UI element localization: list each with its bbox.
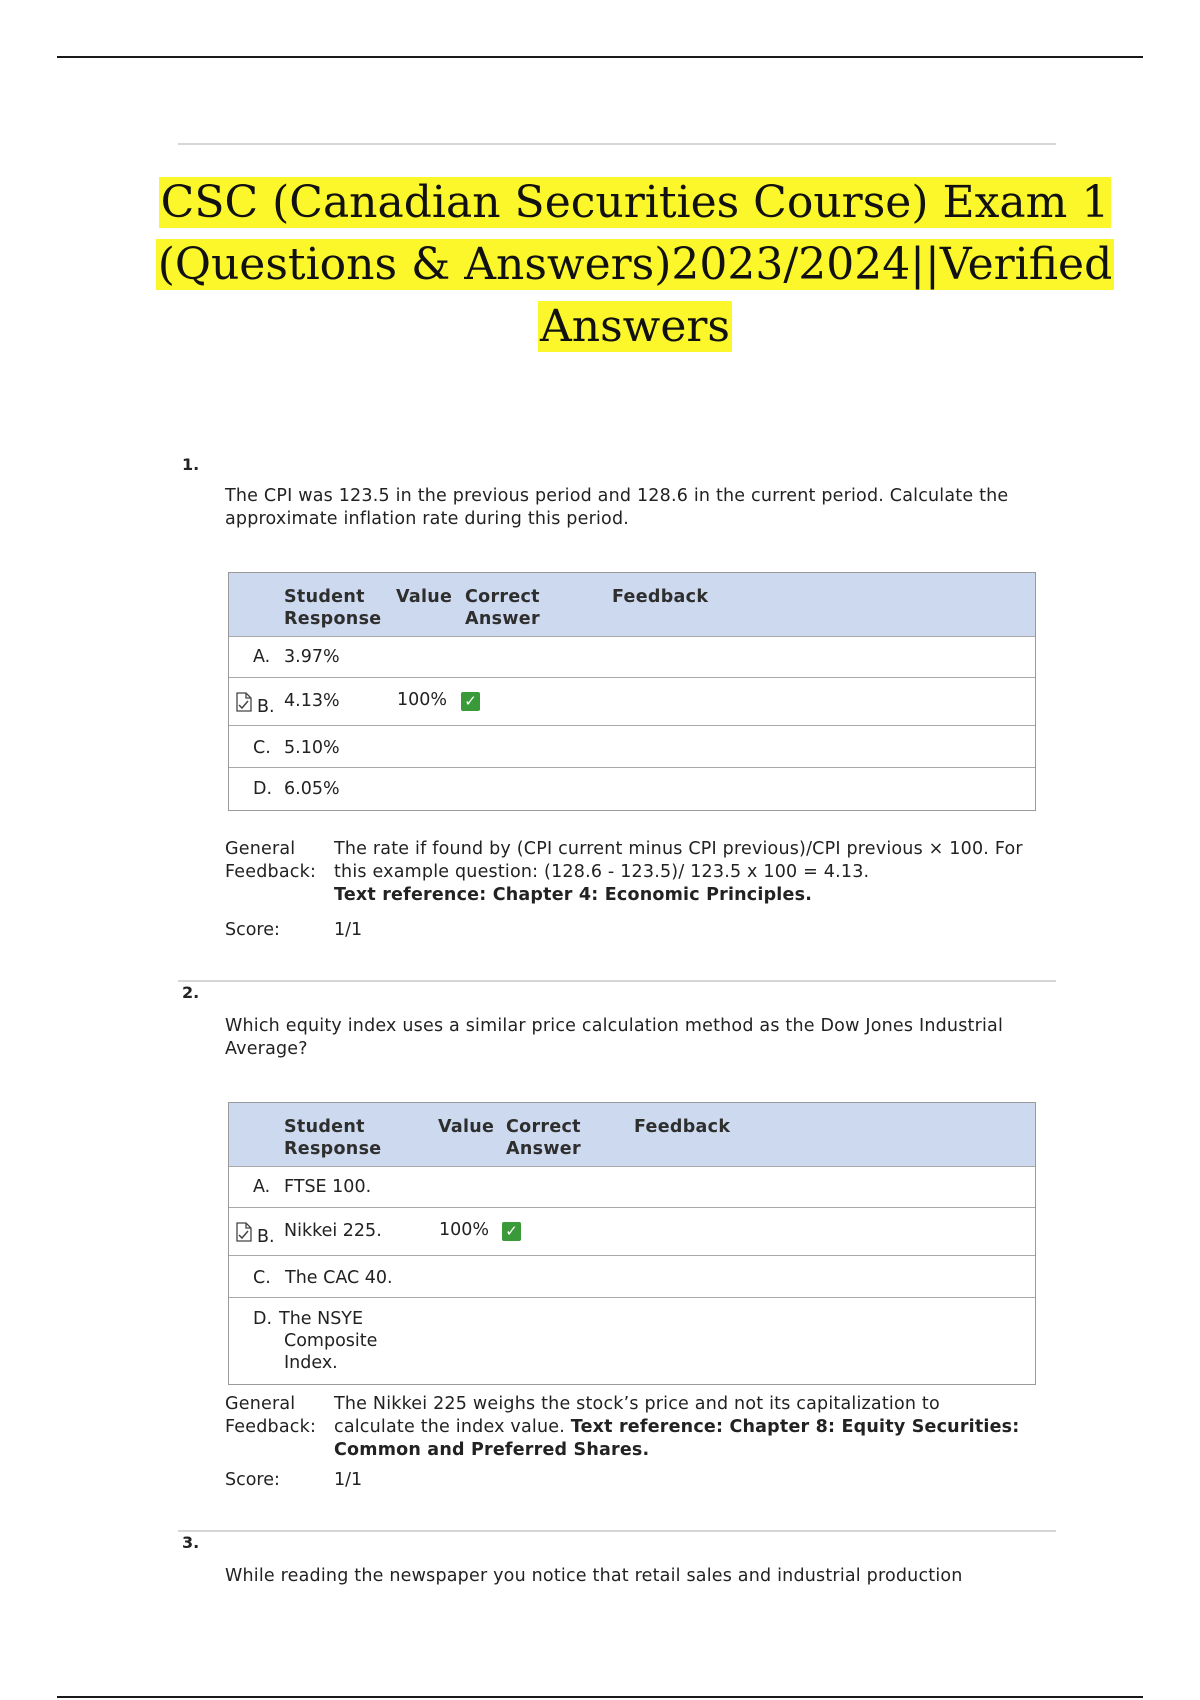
table-row [229, 725, 1035, 767]
header-feedback: Feedback [612, 587, 709, 607]
option-letter: C. [253, 738, 271, 758]
option-response: Nikkei 225. [284, 1221, 382, 1241]
document-title [150, 172, 1120, 358]
table-row [229, 1166, 1035, 1207]
option-letter: B. [257, 697, 275, 717]
score [225, 1470, 363, 1490]
question-number: 1. [182, 455, 200, 474]
correct-check-icon: ✓ [502, 1222, 521, 1241]
table-row [229, 1297, 1035, 1382]
table-row [229, 677, 1035, 725]
question-number: 3. [182, 1533, 200, 1552]
option-response: The CAC 40. [285, 1268, 393, 1288]
correct-check-icon: ✓ [461, 692, 480, 711]
option-value: 100% [439, 1220, 490, 1240]
option-response: 4.13% [284, 691, 340, 711]
header-student-response: Student Response [284, 1117, 382, 1159]
table-row [229, 636, 1035, 677]
score-label: Score: [225, 920, 280, 940]
table-row [229, 1255, 1035, 1297]
option-letter: D. [253, 779, 273, 799]
option-letter: C. [253, 1268, 271, 1288]
header-feedback: Feedback [634, 1117, 731, 1137]
table-header [229, 573, 1035, 636]
option-response: The NSYE Composite Index. [279, 1309, 378, 1373]
question-separator [178, 1530, 1056, 1532]
option-letter: D. [253, 1309, 273, 1329]
option-response: 3.97% [284, 647, 340, 667]
general-feedback-label: General Feedback: [225, 839, 317, 882]
page-top-rule [57, 56, 1143, 58]
title-line-2: (Questions & Answers)2023/2024||Verified [157, 239, 1113, 290]
score-label: Score: [225, 1470, 280, 1490]
page-bottom-rule [57, 1696, 1143, 1698]
question-text: The CPI was 123.5 in the previous period and 128.6 in the current period. Calculate the approximate inflation rate during this period. [225, 486, 1009, 529]
selected-response-icon [236, 692, 252, 712]
table-header [229, 1103, 1035, 1166]
option-letter: A. [253, 647, 271, 667]
header-correct-answer: Correct Answer [465, 587, 540, 629]
general-feedback-text: The Nikkei 225 weighs the stock’s price and not its capitalization to calculate the index value. Text reference: Chapter 8: Equity Securities: Common and Preferred Shares. [334, 1394, 1020, 1460]
option-letter: B. [257, 1227, 275, 1247]
text-reference: Text reference: Chapter 4: Economic Principles. [334, 885, 813, 905]
table-row [229, 767, 1035, 809]
header-value: Value [438, 1117, 495, 1137]
general-feedback [225, 1393, 1045, 1465]
title-line-1: CSC (Canadian Securities Course) Exam 1 [160, 177, 1110, 228]
general-feedback-text: The rate if found by (CPI current minus CPI previous)/CPI previous × 100. For this example question: (128.6 - 123.5)/ 123.5 x 100 = 4.13. Text reference: Chapter 4: Economic Principles. [334, 839, 1023, 905]
title-line-3: Answers [539, 301, 730, 352]
question-separator [178, 980, 1056, 982]
score-value: 1/1 [334, 920, 363, 940]
score-value: 1/1 [334, 1470, 363, 1490]
text-reference: Text reference: Chapter 8: Equity Securities: Common and Preferred Shares. [334, 1417, 1020, 1460]
question-text: Which equity index uses a similar price calculation method as the Dow Jones Industrial Average? [225, 1016, 1004, 1059]
option-response: FTSE 100. [284, 1177, 372, 1197]
header-correct-answer: Correct Answer [506, 1117, 581, 1159]
question-number: 2. [182, 983, 200, 1002]
general-feedback-label: General Feedback: [225, 1394, 317, 1437]
score [225, 920, 363, 940]
option-value: 100% [397, 690, 448, 710]
option-response: 5.10% [284, 738, 340, 758]
answer-table [228, 572, 1036, 811]
selected-response-icon [236, 1222, 252, 1242]
header-student-response: Student Response [284, 587, 382, 629]
option-letter: A. [253, 1177, 271, 1197]
answer-table [228, 1102, 1036, 1385]
table-row [229, 1207, 1035, 1255]
header-value: Value [396, 587, 453, 607]
title-separator [178, 143, 1056, 145]
question-text: While reading the newspaper you notice that retail sales and industrial production [225, 1566, 963, 1586]
option-response: 6.05% [284, 779, 340, 799]
general-feedback [225, 838, 1045, 910]
